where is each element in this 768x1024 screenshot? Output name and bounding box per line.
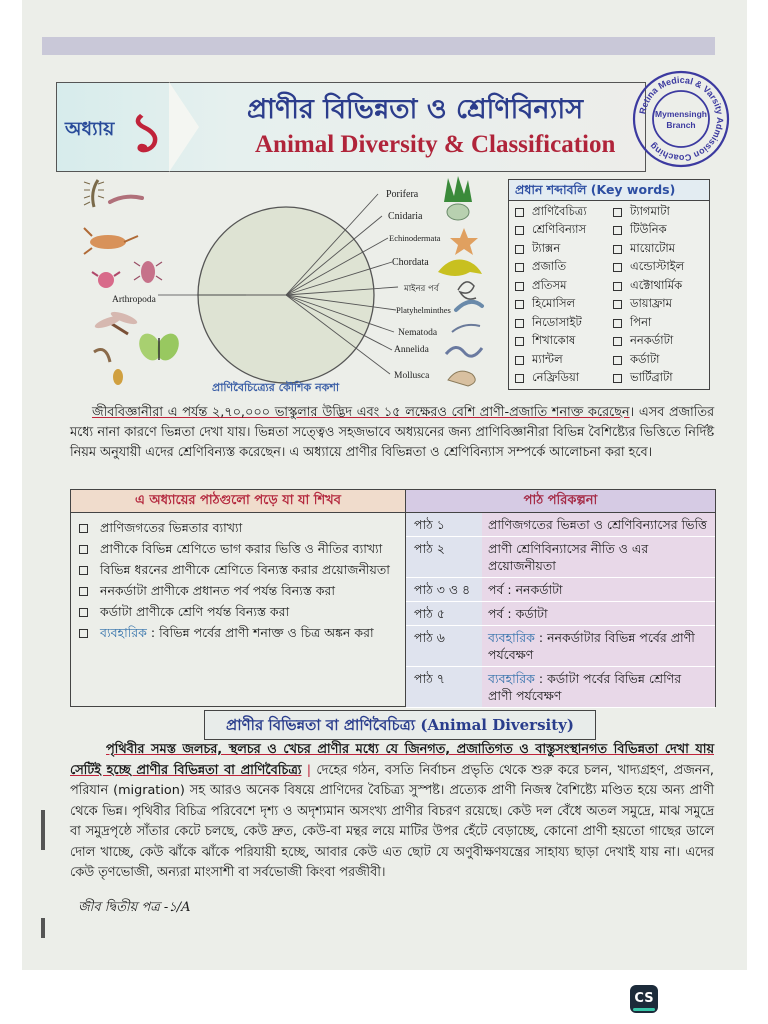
key-word-item (613, 371, 705, 387)
starfish-icon (450, 228, 478, 255)
key-word-text: প্রতিসম (532, 277, 567, 292)
checkbox-square-icon (515, 374, 524, 383)
checkbox-square-icon (515, 263, 524, 272)
checkbox-square-icon (613, 374, 622, 383)
checkbox-square-icon (79, 608, 88, 617)
practical-label: ব্যবহারিক (488, 630, 535, 645)
frog-icon (438, 260, 482, 276)
key-word-text: এক্টোথার্মিক (630, 277, 683, 292)
learning-item-text: প্রাণিজগতের ভিন্নতার ব্যাখ্যা (100, 520, 243, 535)
worm-icon (110, 197, 142, 202)
page-shadow-mark (41, 918, 45, 938)
key-word-text: টিউনিক (630, 222, 667, 236)
learning-item-text: প্রাণীকে বিভিন্ন শ্রেণিতে ভাগ করার ভিত্তি ও নীতির ব্যাখ্যা (100, 541, 383, 556)
key-word-text: নিডোসাইট (532, 314, 582, 329)
key-word-text: কর্ডাটা (630, 351, 660, 366)
learning-item-practical (79, 624, 397, 642)
crab-icon (92, 272, 120, 288)
checkbox-square-icon (613, 208, 622, 217)
plan-lesson-number: পাঠ ৩ ও ৪ (406, 578, 482, 601)
key-word-item (613, 297, 705, 313)
key-word-text: ম্যান্টল (532, 351, 563, 366)
key-words-grid (515, 204, 705, 387)
key-words-title: প্রধান শব্দাবলি (Key words) (509, 180, 709, 201)
intro-paragraph (70, 403, 714, 463)
shrimp-icon (94, 350, 110, 362)
checkbox-square-icon (515, 208, 524, 217)
snail-icon (448, 371, 475, 386)
checkbox-square-icon (79, 524, 88, 533)
key-word-text: ট্যাগমাটা (630, 203, 670, 218)
checkbox-square-icon (613, 337, 622, 346)
label-mollusca: Mollusca (394, 371, 430, 381)
checkbox-square-icon (515, 282, 524, 291)
learning-item (79, 540, 397, 558)
learning-item-text: কর্ডাটা প্রাণীকে শ্রেণি পর্যন্ত বিন্যস্ত করা (100, 604, 290, 619)
checkbox-square-icon (515, 356, 524, 365)
plan-lesson-topic: : ননকর্ডাটার বিভিন্ন পর্বের প্রাণী পর্যবেক্ষণ (488, 630, 695, 662)
diagram-caption: প্রাণিবৈচিত্র্যের কৌশিক নকশা (212, 381, 340, 394)
key-word-text: ভার্টিব্রাটা (630, 370, 673, 384)
key-word-item (613, 278, 705, 294)
top-color-band (42, 37, 715, 55)
key-word-item (515, 260, 607, 276)
key-word-text: পিনা (630, 314, 652, 329)
key-word-item (515, 334, 607, 350)
centipede-icon (84, 180, 104, 207)
chapter-label: অধ্যায় (65, 118, 115, 140)
key-word-item (515, 223, 607, 239)
plan-lesson-number: পাঠ ৭ (406, 667, 482, 707)
section-title: প্রাণীর বিভিন্নতা বা প্রাণিবৈচিত্র্য (Animal Diversity) (204, 710, 596, 740)
earthworm-icon (446, 347, 482, 356)
key-word-item (515, 371, 607, 387)
seal-ring-text: Retina Medical & Varsity Admission Coaching (637, 74, 726, 164)
plan-lesson-topic: প্রাণী শ্রেণিবিন্যাসের নীতি ও এর প্রয়োজনীয়তা (482, 537, 715, 577)
label-platyhelminthes: Platyhelminthes (396, 305, 451, 315)
key-word-text: ননকর্ডাটা (630, 333, 674, 347)
learning-item-text: বিভিন্ন ধরনের প্রাণীকে শ্রেণিতে বিন্যস্ত করার প্রয়োজনীয়তা (100, 562, 390, 577)
definition-paragraph: পৃথিবীর সমস্ত জলচর, স্থলচর ও খেচর প্রাণীর মধ্যে যে জিনগত, প্রজাতিগত ও বাস্তুসংস্থানগত বিভিন্নতা দেখা যায় সেটিই হচ্ছে প্রাণীর বিভিন্নতা বা প্রাণিবৈচিত্র্য | দেহের গঠন, বসতি নির্বাচন প্রভৃতি থেকে শুরু করে চলন, খাদ্যগ্রহণ, প্রজনন, পরিযান (migration) সহ আরও অনেক বিষয়ে প্রাণিদের বৈচিত্র্য সুস্পষ্ট। প্রত্যেক প্রাণী নিজস্ব বৈশিষ্ট্যে মণ্ডিত হয়ে অন্য প্রাণী থেকে ভিন্ন। পৃথিবীর বিচিত্র পরিবেশে দৃশ্য ও অদৃশ্যমান অসংখ্য প্রাণীর বিচরণ রয়েছে। কেউ দল বেঁধে অতল সমুদ্রে, মাঝ সমুদ্রে বা সমুদ্রপৃষ্ঠে সাঁতার কেটে চলছে, কেউ দ্রুত, কেউ-বা মন্থর লয়ে মাটির উপর হেঁটে বেড়াচ্ছে, কোনো প্রাণী হয়তো গাছের ডালে দোল খাচ্ছে, কেউ ঝাঁকে ঝাঁকে পরিযায়ী হচ্ছে, আবার কেউ এত ছোট যে অণুবীক্ষণযন্ত্রের সাহায্য ছাড়া দেখাই যায় না। এদের কেউ তৃণভোজী, অন্যরা মাংসাশী বা সর্বভোজী কিংবা পরজীবী। (70, 742, 714, 880)
label-annelida: Annelida (394, 345, 429, 355)
key-word-item (613, 352, 705, 368)
checkbox-square-icon (515, 226, 524, 235)
label-minor-phyla: মাইনর পর্ব (404, 284, 439, 294)
key-word-text: ডায়াফ্রাম (630, 296, 673, 310)
checkbox-square-icon (515, 319, 524, 328)
checkbox-square-icon (79, 566, 88, 575)
key-word-item (613, 223, 705, 239)
checkbox-square-icon (79, 629, 88, 638)
key-word-item (515, 241, 607, 257)
chapter-arrow-shape (169, 82, 199, 172)
checkbox-square-icon (613, 282, 622, 291)
key-word-item (613, 334, 705, 350)
key-word-item (613, 241, 705, 257)
section-body-text: দেহের গঠন, বসতি নির্বাচন প্রভৃতি থেকে শুরু করে চলন, খাদ্যগ্রহণ, প্রজনন, পরিযান (migration) সহ আরও অনেক বিষয়ে প্রাণিদের বৈচিত্র্য সুস্পষ্ট। প্রত্যেক প্রাণী নিজস্ব বৈশিষ্ট্যে মণ্ডিত হয়ে অন্য প্রাণী থেকে ভিন্ন। পৃথিবীর বিচিত্র পরিবেশে দৃশ্য ও অদৃশ্যমান অসংখ্য প্রাণীর বিচরণ রয়েছে। কেউ দল বেঁধে অতল সমুদ্রে, মাঝ সমুদ্রে বা সমুদ্রপৃষ্ঠে সাঁতার কেটে চলছে, কেউ দ্রুত, কেউ-বা মন্থর লয়ে মাটির উপর হেঁটে বেড়াচ্ছে, কোনো প্রাণী হয়তো গাছের ডালে দোল খাচ্ছে, কেউ ঝাঁকে ঝাঁকে পরিযায়ী হচ্ছে, আবার কেউ এত ছোট যে অণুবীক্ষণযন্ত্রের সাহায্য ছাড়া দেখাই যায় না। এদের কেউ তৃণভোজী, অন্যরা মাংসাশী বা সর্বভোজী কিংবা পরজীবী। (70, 762, 714, 880)
checkbox-square-icon (613, 319, 622, 328)
key-word-text: শ্রেণিবিন্যাস (532, 222, 587, 236)
beetle-icon (134, 261, 162, 283)
key-word-text: শিখাকোষ (532, 333, 576, 347)
seal-center-line1: Mymensingh (655, 109, 707, 119)
key-word-item (515, 315, 607, 331)
learning-item (79, 519, 397, 537)
checkbox-square-icon (613, 356, 622, 365)
page-shadow-mark (41, 810, 45, 850)
learning-item (79, 561, 397, 579)
practical-text: : বিভিন্ন পর্বের প্রাণী শনাক্ত ও চিত্র অঙ্কন করা (150, 625, 374, 640)
label-porifera: Porifera (386, 189, 419, 200)
key-word-text: মায়োটোম (630, 240, 676, 255)
label-cnidaria: Cnidaria (388, 211, 423, 222)
learning-list (71, 513, 405, 642)
butterfly-icon (135, 330, 183, 364)
roundworm-icon (452, 325, 480, 332)
plan-row (406, 578, 715, 602)
camscanner-badge-icon: CS (630, 985, 658, 1013)
intro-underlined-text: জীববিজ্ঞানীরা এ পর্যন্ত ২,৭০,০০০ ভাস্কুলার উদ্ভিদ এবং ১৫ লক্ষেরও বেশি প্রাণী-প্রজাতি শনাক্ত করেছেন (92, 405, 630, 420)
plan-lesson-topic: : কর্ডাটা পর্বের বিভিন্ন শ্রেণির প্রাণী পর্যবেক্ষণ (488, 671, 682, 703)
checkbox-square-icon (515, 300, 524, 309)
plan-heading: পাঠ পরিকল্পনা (406, 490, 715, 513)
learning-heading: এ অধ্যায়ের পাঠগুলো পড়ে যা যা শিখব (71, 490, 405, 513)
animal-diversity-diagram (80, 172, 506, 398)
definition-text: পৃথিবীর সমস্ত জলচর, স্থলচর ও খেচর প্রাণীর মধ্যে যে জিনগত, প্রজাতিগত ও বাস্তুসংস্থানগত বিভিন্নতা দেখা যায় সেটিই হচ্ছে প্রাণীর বিভিন্নতা বা প্রাণিবৈচিত্র্য (70, 742, 714, 778)
checkbox-square-icon (613, 245, 622, 254)
learning-item (79, 582, 397, 600)
page-footer: জীব দ্বিতীয় পত্র -১/A (78, 900, 191, 915)
plan-row (406, 602, 715, 626)
lesson-table (70, 489, 716, 707)
bee-icon (113, 369, 123, 385)
learning-objectives (71, 490, 406, 706)
checkbox-square-icon (515, 337, 524, 346)
checkbox-square-icon (79, 545, 88, 554)
dragonfly-icon (93, 309, 138, 334)
intro-rest-text: । এসব প্রজাতির মধ্যে নানা কারণে ভিন্নতা দেখা যায়। ভিন্নতা সত্ত্বেও সহজভাবে অধ্যয়নের জন্য প্রাণিবিজ্ঞানীরা বিভিন্ন বৈশিষ্ট্যের ভিত্তিতে নির্দিষ্ট নিয়ম অনুযায়ী এদের শ্রেণিবিন্যস্ত করেছেন। এ অধ্যায়ে প্রাণীর বিভিন্নতা ও শ্রেণিবিন্যাস সম্পর্কে আলোচনা করা হবে। (70, 405, 714, 460)
plan-lesson-topic: পর্ব : ননকর্ডাটা (482, 578, 715, 601)
diagram-main-label: Arthropoda (112, 295, 156, 305)
checkbox-square-icon (613, 226, 622, 235)
chapter-header (56, 82, 646, 172)
checkbox-square-icon (515, 245, 524, 254)
key-word-item (613, 260, 705, 276)
plan-lesson-number: পাঠ ৫ (406, 602, 482, 625)
sponge-icon (444, 176, 472, 202)
key-word-text: হিমোসিল (532, 296, 576, 310)
chapter-number: ১ (129, 100, 165, 164)
plan-lesson-number: পাঠ ২ (406, 537, 482, 577)
crayfish-icon (84, 228, 138, 254)
minor-phyla-icon (458, 282, 476, 299)
chapter-title-en: Animal Diversity & Classification (255, 131, 616, 158)
key-word-text: এন্ডোস্টাইল (630, 259, 685, 273)
lesson-plan (406, 490, 715, 706)
checkbox-square-icon (79, 587, 88, 596)
plan-row-practical (406, 626, 715, 667)
plan-lesson-number: পাঠ ৬ (406, 626, 482, 666)
checkbox-square-icon (613, 300, 622, 309)
label-chordata: Chordata (392, 257, 429, 268)
plan-lesson-number: পাঠ ১ (406, 513, 482, 536)
learning-item-text: ননকর্ডাটা প্রাণীকে প্রধানত পর্ব পর্যন্ত বিন্যস্ত করা (100, 583, 336, 598)
key-word-item (515, 297, 607, 313)
plan-row-practical (406, 667, 715, 708)
key-words-box (508, 179, 710, 390)
plan-row (406, 513, 715, 537)
chapter-title-bn: প্রাণীর বিভিন্নতা ও শ্রেণিবিন্যাস (247, 94, 584, 125)
flatworm-icon (456, 302, 482, 310)
key-word-text: প্রজাতি (532, 259, 567, 273)
plan-lesson-topic: প্রাণিজগতের ভিন্নতা ও শ্রেণিবিন্যাসের ভিত্তি (482, 513, 715, 536)
learning-item (79, 603, 397, 621)
label-nematoda: Nematoda (398, 328, 438, 338)
seal-center-line2: Branch (666, 120, 696, 130)
key-word-item (515, 278, 607, 294)
key-word-text: ট্যাক্সন (532, 240, 561, 255)
key-word-item (613, 204, 705, 220)
key-word-item (613, 315, 705, 331)
plan-rows (406, 513, 715, 708)
coaching-seal-stamp (630, 70, 732, 168)
checkbox-square-icon (613, 263, 622, 272)
practical-label: ব্যবহারিক (100, 625, 147, 640)
plan-row (406, 537, 715, 578)
jellyfish-icon (447, 204, 469, 220)
key-word-text: প্রাণিবৈচিত্র্য (532, 203, 587, 218)
plan-lesson-topic: পর্ব : কর্ডাটা (482, 602, 715, 625)
key-word-text: নেফ্রিডিয়া (532, 370, 580, 384)
key-word-item (515, 204, 607, 220)
key-word-item (515, 352, 607, 368)
label-echinodermata: Echinodermata (389, 233, 441, 243)
practical-label: ব্যবহারিক (488, 671, 535, 686)
